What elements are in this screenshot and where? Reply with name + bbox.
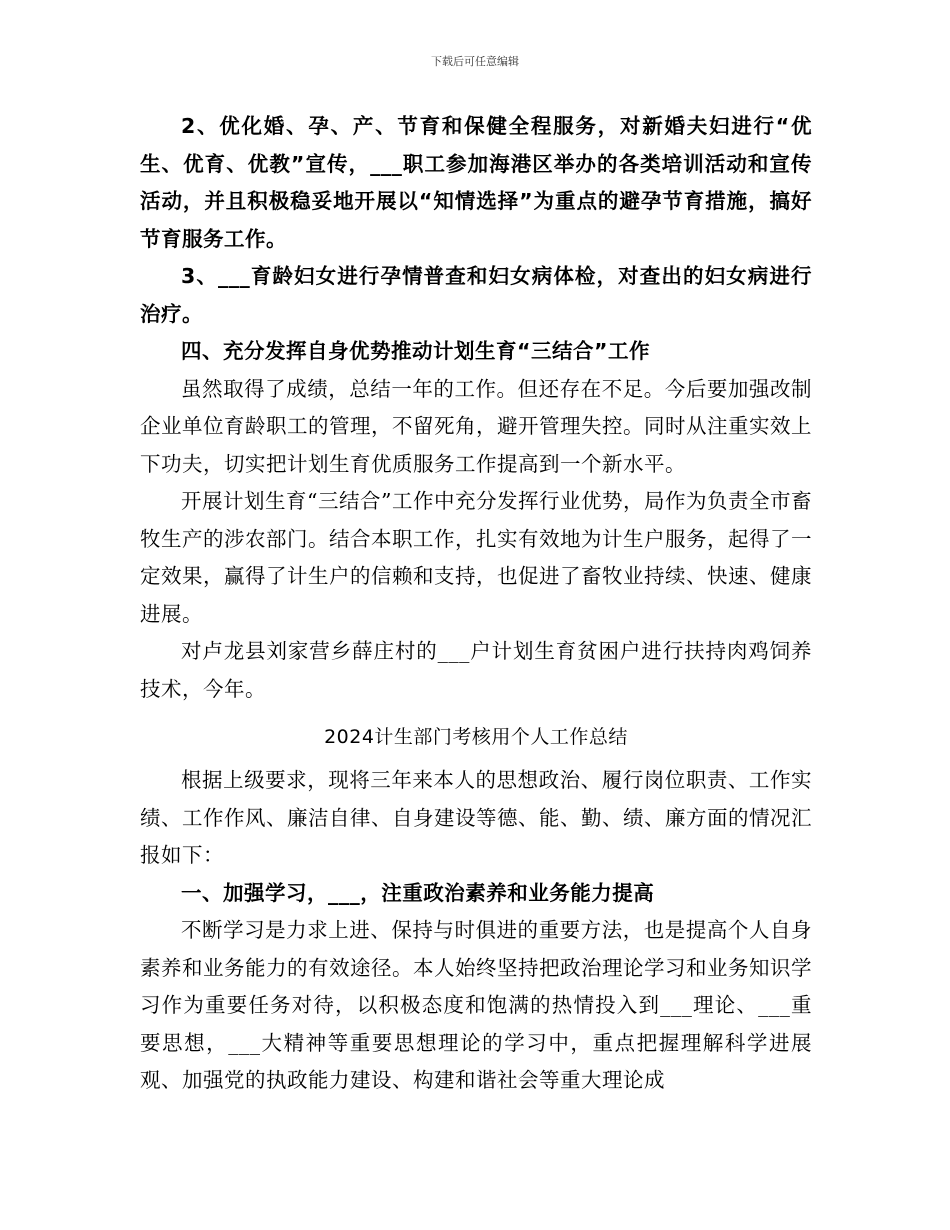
paragraph-pregnancy-check: 3、___育龄妇女进行孕情普查和妇女病体检，对查出的妇女病进行治疗。 xyxy=(140,264,812,326)
paragraph-shortcomings: 虽然取得了成绩，总结一年的工作。但还存在不足。今后要加强改制企业单位育龄职工的管理，不留死角，避开管理失控。同时从注重实效上下功夫，切实把计划生育优质服务工作提高到一个新水平。 xyxy=(140,376,812,476)
heading-section-four: 四、充分发挥自身优势推动计划生育“三结合”工作 xyxy=(181,339,650,363)
paragraph-poverty-support: 对卢龙县刘家营乡薛庄村的___户计划生育贫困户进行扶持肉鸡饲养技术，今年。 xyxy=(140,639,812,701)
paragraph-study: 不断学习是力求上进、保持与时俱进的重要方法，也是提高个人自身素养和业务能力的有效途径。本人始终坚持把政治理论学习和业务知识学习作为重要任务对待，以积极态度和饱满的热情投入到___理论、___重要思想，___大精神等重要思想理论的学习中，重点把握理解科学进展观、加强党的执政能力建设、构建和谐社会等重大理论成 xyxy=(140,918,812,1092)
paragraph-three-combination: 开展计划生育“三结合”工作中充分发挥行业优势，局作为负责全市畜牧生产的涉农部门。结合本职工作，扎实有效地为计生户服务，起得了一定效果，赢得了计生户的信赖和支持，也促进了畜牧业持续、快速、健康进展。 xyxy=(140,489,812,626)
document-body xyxy=(140,108,812,1100)
paragraph-report-intro: 根据上级要求，现将三年来本人的思想政治、履行岗位职责、工作实绩、工作作风、廉洁自律、自身建设等德、能、勤、绩、廉方面的情况汇报如下： xyxy=(140,768,812,867)
paragraph-optimize-services: 2、优化婚、孕、产、节育和保健全程服务，对新婚夫妇进行“优生、优育、优教”宣传，___职工参加海港区举办的各类培训活动和宣传活动，并且积极稳妥地开展以“知情选择”为重点的避孕节育措施，搞好节育服务工作。 xyxy=(140,114,812,251)
section-title: 2024计生部门考核用个人工作总结 xyxy=(324,726,628,748)
header-note: 下载后可任意编辑 xyxy=(431,55,519,68)
heading-section-one: 一、加强学习，___，注重政治素养和业务能力提高 xyxy=(181,880,655,905)
